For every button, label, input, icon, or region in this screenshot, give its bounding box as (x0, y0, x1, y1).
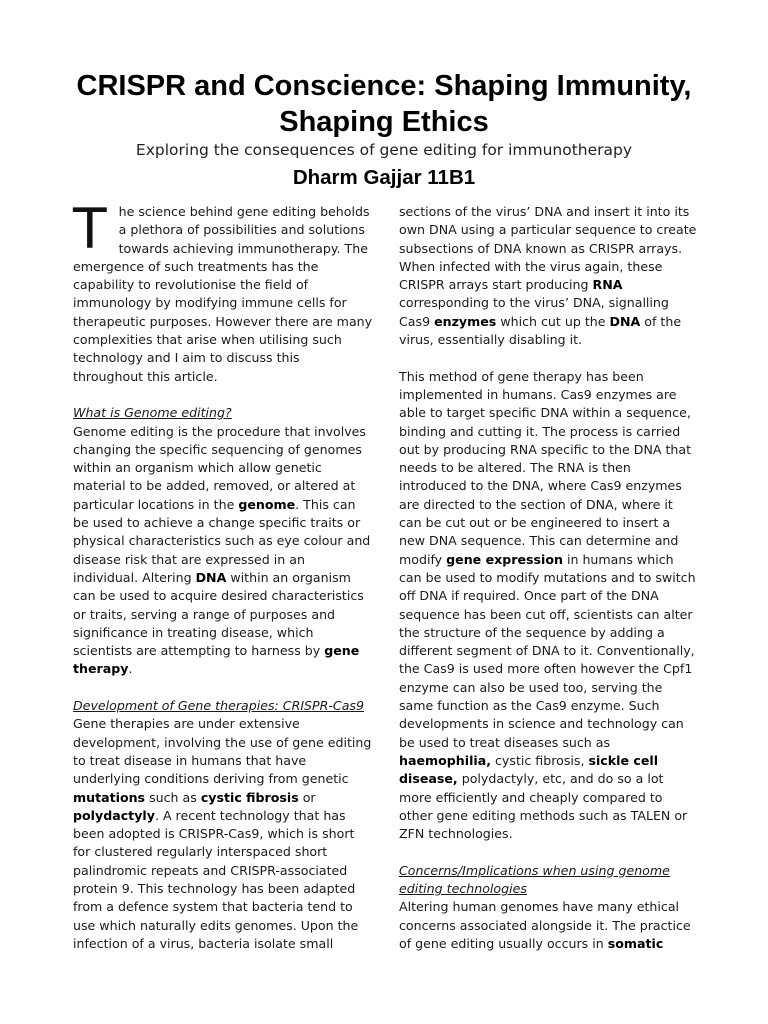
left-column (73, 197, 373, 953)
keyword: genome (238, 496, 296, 512)
body-text: . (128, 661, 133, 677)
body-text: or (298, 789, 316, 805)
crispr-arrays-paragraph (399, 203, 699, 349)
body-text: Genome editing is the procedure that involves changing the specific sequencing of genomes within an organism which allow genetic material to be added, removed, or altered at particular locations in the (73, 423, 366, 512)
body-text: sections of the virus’ DNA and insert it into its own DNA using a particular sequence to create subsections of DNA known as CRISPR arrays. When infected with the virus again, these CRISPR arrays start producing (399, 204, 697, 293)
body-text: Gene therapies are under extensive development, involving the use of gene editing to treat disease in humans that have underlying conditions deriving from genetic (73, 716, 372, 787)
section-heading: Concerns/Implications when using genome editing technologies (399, 862, 670, 896)
intro-first-lines: he science behind gene editing beholds a plethora of possibilities and solutions towards achieving (118, 204, 370, 256)
keyword: gene therapy (73, 643, 360, 677)
keyword: haemophilia, (399, 752, 491, 768)
keyword: cystic fibrosis (200, 789, 299, 805)
body-text: This method of gene therapy has been implemented in humans. Cas9 enzymes are able to target specific DNA within a sequence, binding and cutting it. The process is carried out by producing RNA specific to the DNA that needs to be altered. The RNA is then introduced to the DNA, where Cas9 enzymes are directed to the section of DNA, where it can be cut out or be engineered to insert a new DNA sequence. This can determine and modify (399, 368, 692, 567)
intro-rest: immunotherapy. The emergence of such treatments has the capability to revolutionise the field of immunology by modifying immune cells for therapeutic purposes. However there are many complexities that arise when utilising such technology and I aim to discuss this throughout this article. (73, 240, 373, 384)
article-subtitle: Exploring the consequences of gene editing for immunotherapy (135, 141, 633, 159)
section-crispr-cas9 (73, 697, 373, 953)
body-text: such as (145, 789, 201, 805)
section-heading: Development of Gene therapies: CRISPR-Cas9 (73, 698, 365, 714)
keyword: sickle cell disease, (399, 752, 659, 787)
body-text: which cut up the (496, 313, 610, 329)
body-text: in humans which can be used to modify mutations and to switch off DNA if required. Once part of the DNA sequence has been cut off, scientists can alter the structure of the sequence by adding a different segment of DNA to it. Conventionally, the Cas9 is used more often however the Cpf1 enzyme can also be used too, serving the same function as the Cas9 enzyme. Such developments in science and technology can be used to treat diseases such as (399, 551, 696, 750)
keyword: RNA (592, 277, 623, 293)
body-text: corresponding to the virus’ DNA, signalling Cas9 (399, 295, 669, 329)
body-text: cystic fibrosis, (491, 752, 589, 768)
section-heading: What is Genome editing? (73, 405, 232, 421)
section-concerns (399, 862, 699, 953)
keyword: DNA (609, 313, 641, 329)
intro-paragraph (73, 197, 373, 386)
body-text: Altering human genomes have many ethical concerns associated alongside it. The practice of gene editing usually occurs in (399, 899, 691, 951)
keyword: somatic (607, 935, 664, 951)
keyword: polydactyly (73, 807, 155, 823)
section-genome-editing (73, 404, 373, 678)
body-text: . A recent technology that has been adopted is CRISPR-Cas9, which is short for clustered regularly interspaced short palindromic repeats and CRISPR-associated protein 9. This technology has been adapted from a defence system that bacteria tend to use which naturally edits genomes. Upon the infection of a virus, bacteria isolate small (73, 807, 359, 951)
body-text: polydactyly, etc, and do so a lot more efficiently and cheaply compared to other gene editing methods such as TALEN or ZFN technologies. (399, 771, 688, 842)
article-author: Dharm Gajjar 11B1 (292, 166, 476, 189)
right-column (399, 203, 699, 953)
article-title: CRISPR and Conscience: Shaping Immunity, Shaping Ethics (76, 70, 692, 138)
keyword: mutations (73, 789, 146, 805)
keyword: gene expression (446, 551, 563, 567)
drop-cap: T (73, 197, 107, 261)
gene-therapy-paragraph (399, 368, 699, 844)
body-text: . This can be used to achieve a change specific traits or physical characteristics such as eye colour and disease risk that are expressed in an individual. Altering (73, 496, 371, 585)
body-text: of the virus, essentially disabling it. (399, 313, 682, 348)
body-text: within an organism can be used to acquire desired characteristics or traits, serving a range of purposes and significance in treating disease, which scientists are attempting to harness by (73, 569, 364, 659)
keyword: DNA (195, 569, 227, 585)
keyword: enzymes (434, 313, 497, 329)
